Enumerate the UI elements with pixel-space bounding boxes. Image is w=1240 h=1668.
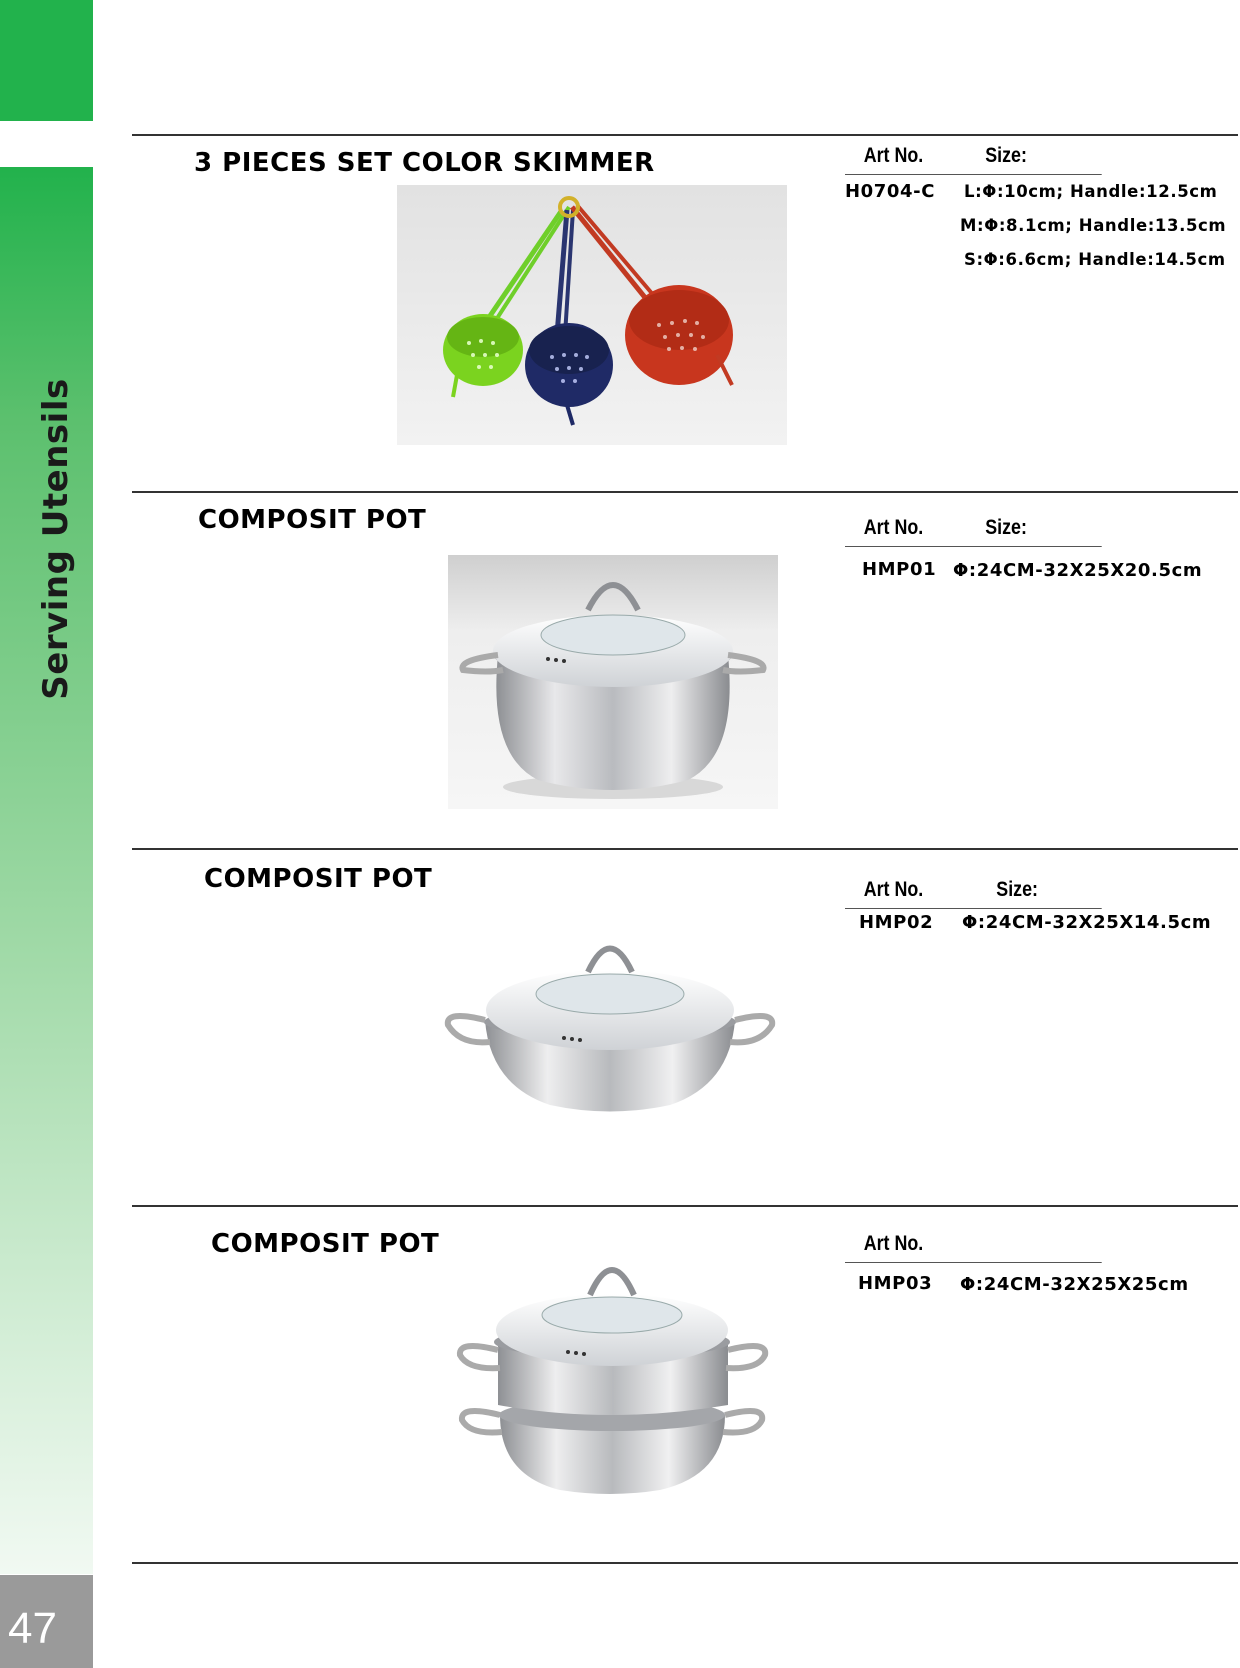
art-no-label: Art No. [863,878,924,901]
size-spec: Φ:24CM-32X25X25cm [960,1274,1189,1295]
size-label: Size: [996,878,1038,901]
divider [132,1562,1238,1564]
divider [132,491,1238,493]
art-no-label: Art No. [863,516,924,539]
spec-header [845,144,1102,175]
product-title: COMPOSIT POT [204,864,433,894]
section-title: Serving Utensils [36,378,76,700]
size-spec: M:Φ:8.1cm; Handle:13.5cm [960,216,1227,235]
size-spec: Φ:24CM-32X25X14.5cm [962,912,1212,933]
art-no-label: Art No. [863,144,924,167]
size-label: Size: [985,516,1027,539]
size-label: Size: [985,144,1027,167]
spec-header [845,516,1102,547]
sidebar-top-block [0,0,93,121]
tall-pot-photo [448,555,778,809]
low-pot-photo [440,910,780,1130]
product-title: 3 PIECES SET COLOR SKIMMER [194,148,655,178]
skimmer-set-photo [397,185,787,445]
spec-header [845,878,1102,909]
art-no: HMP01 [862,559,937,580]
art-no: HMP03 [858,1273,933,1294]
divider [132,1205,1238,1207]
art-no: HMP02 [859,912,934,933]
size-spec: Φ:24CM-32X25X20.5cm [953,560,1203,581]
product-title: COMPOSIT POT [198,505,427,535]
sidebar-gradient-bar [0,167,93,1574]
art-no-label: Art No. [863,1232,924,1255]
steamer-pot-photo [440,1240,780,1505]
size-spec: L:Φ:10cm; Handle:12.5cm [964,182,1218,201]
product-title: COMPOSIT POT [211,1229,440,1259]
spec-header [845,1232,1102,1263]
divider [132,848,1238,850]
page-number: 47 [0,1575,93,1668]
art-no: H0704-C [845,181,936,202]
size-spec: S:Φ:6.6cm; Handle:14.5cm [964,250,1226,269]
divider [132,134,1238,136]
